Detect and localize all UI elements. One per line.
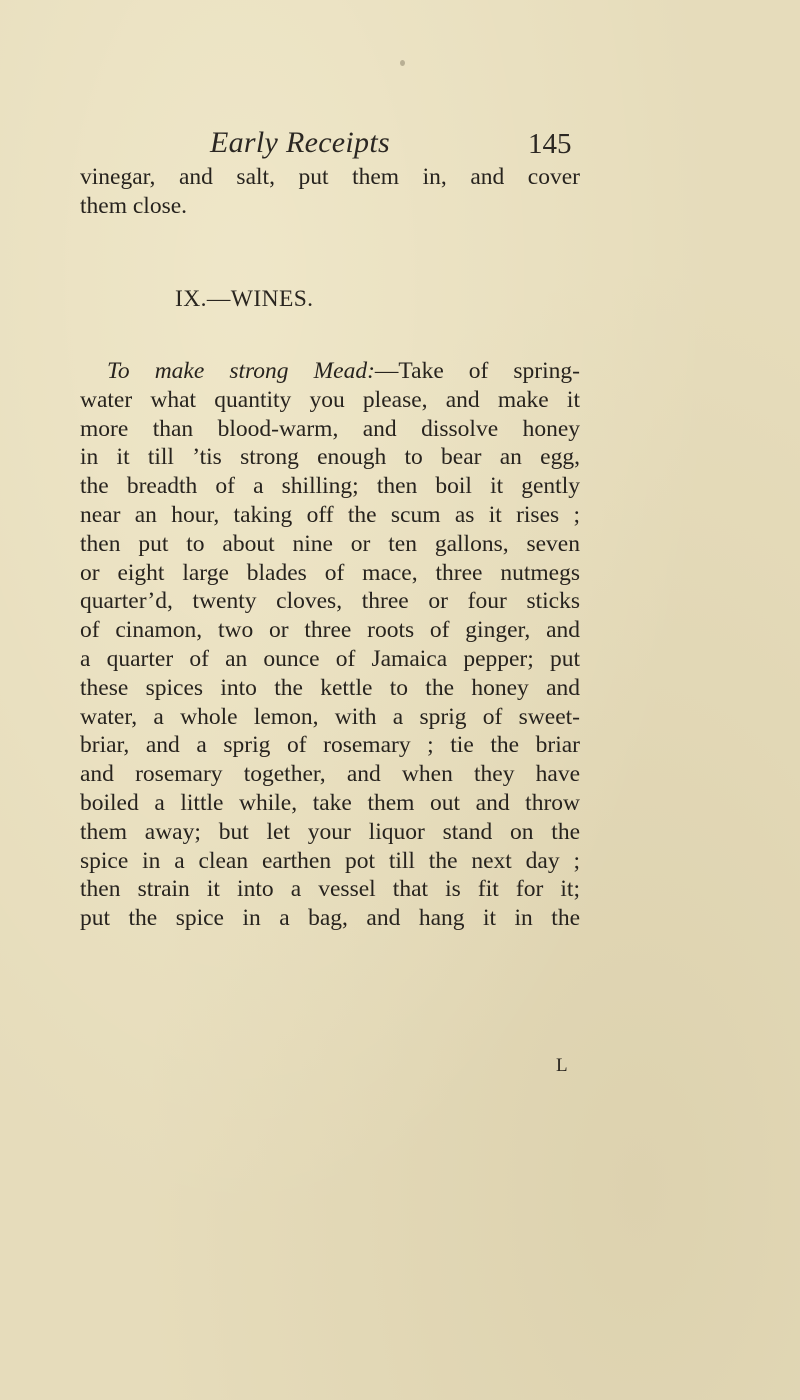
- recipe-first-line-rest: —Take of spring-: [374, 358, 580, 384]
- text-line: more than blood-warm, and dissolve honey: [80, 415, 580, 442]
- recipe-title: To make strong Mead:: [107, 358, 375, 384]
- page-blemish: [400, 60, 405, 66]
- text-line: vinegar, and salt, put them in, and cover: [80, 164, 580, 190]
- text-line: them close.: [80, 192, 188, 219]
- carryover-paragraph: [80, 163, 580, 221]
- text-line: and rosemary together, and when they have: [80, 761, 580, 788]
- text-line: briar, and a sprig of rosemary ; tie the briar: [80, 732, 580, 759]
- recipe-first-line: [80, 357, 580, 386]
- text-line: then strain it into a vessel that is fit for it;: [80, 876, 580, 903]
- text-line: near an hour, taking off the scum as it rises ;: [80, 501, 580, 528]
- text-line: of cinamon, two or three roots of ginger, and: [80, 617, 580, 644]
- text-line: in it till ’tis strong enough to bear an egg,: [80, 444, 580, 471]
- text-line: them away; but let your liquor stand on the: [80, 818, 580, 845]
- text-line: the breadth of a shilling; then boil it gently: [80, 473, 580, 500]
- running-title: Early Receipts: [210, 126, 390, 159]
- text-line: a quarter of an ounce of Jamaica pepper; put: [80, 645, 580, 672]
- text-line: then put to about nine or ten gallons, seven: [80, 530, 580, 557]
- text-line: water what quantity you please, and make it: [80, 386, 580, 413]
- text-line: boiled a little while, take them out and throw: [80, 789, 580, 816]
- text-line: or eight large blades of mace, three nutmegs: [80, 559, 580, 586]
- text-line: water, a whole lemon, with a sprig of sweet-: [80, 703, 580, 730]
- text-line: put the spice in a bag, and hang it in the: [80, 905, 580, 932]
- section-heading: IX.—WINES.: [175, 286, 314, 312]
- signature-mark: L: [556, 1055, 568, 1076]
- text-line: quarter’d, twenty cloves, three or four sticks: [80, 588, 580, 615]
- text-line: spice in a clean earthen pot till the next day ;: [80, 847, 580, 874]
- text-line: these spices into the kettle to the honey and: [80, 674, 580, 701]
- running-header: [0, 126, 800, 166]
- recipe-paragraph: [80, 357, 580, 933]
- page-number: 145: [528, 128, 572, 160]
